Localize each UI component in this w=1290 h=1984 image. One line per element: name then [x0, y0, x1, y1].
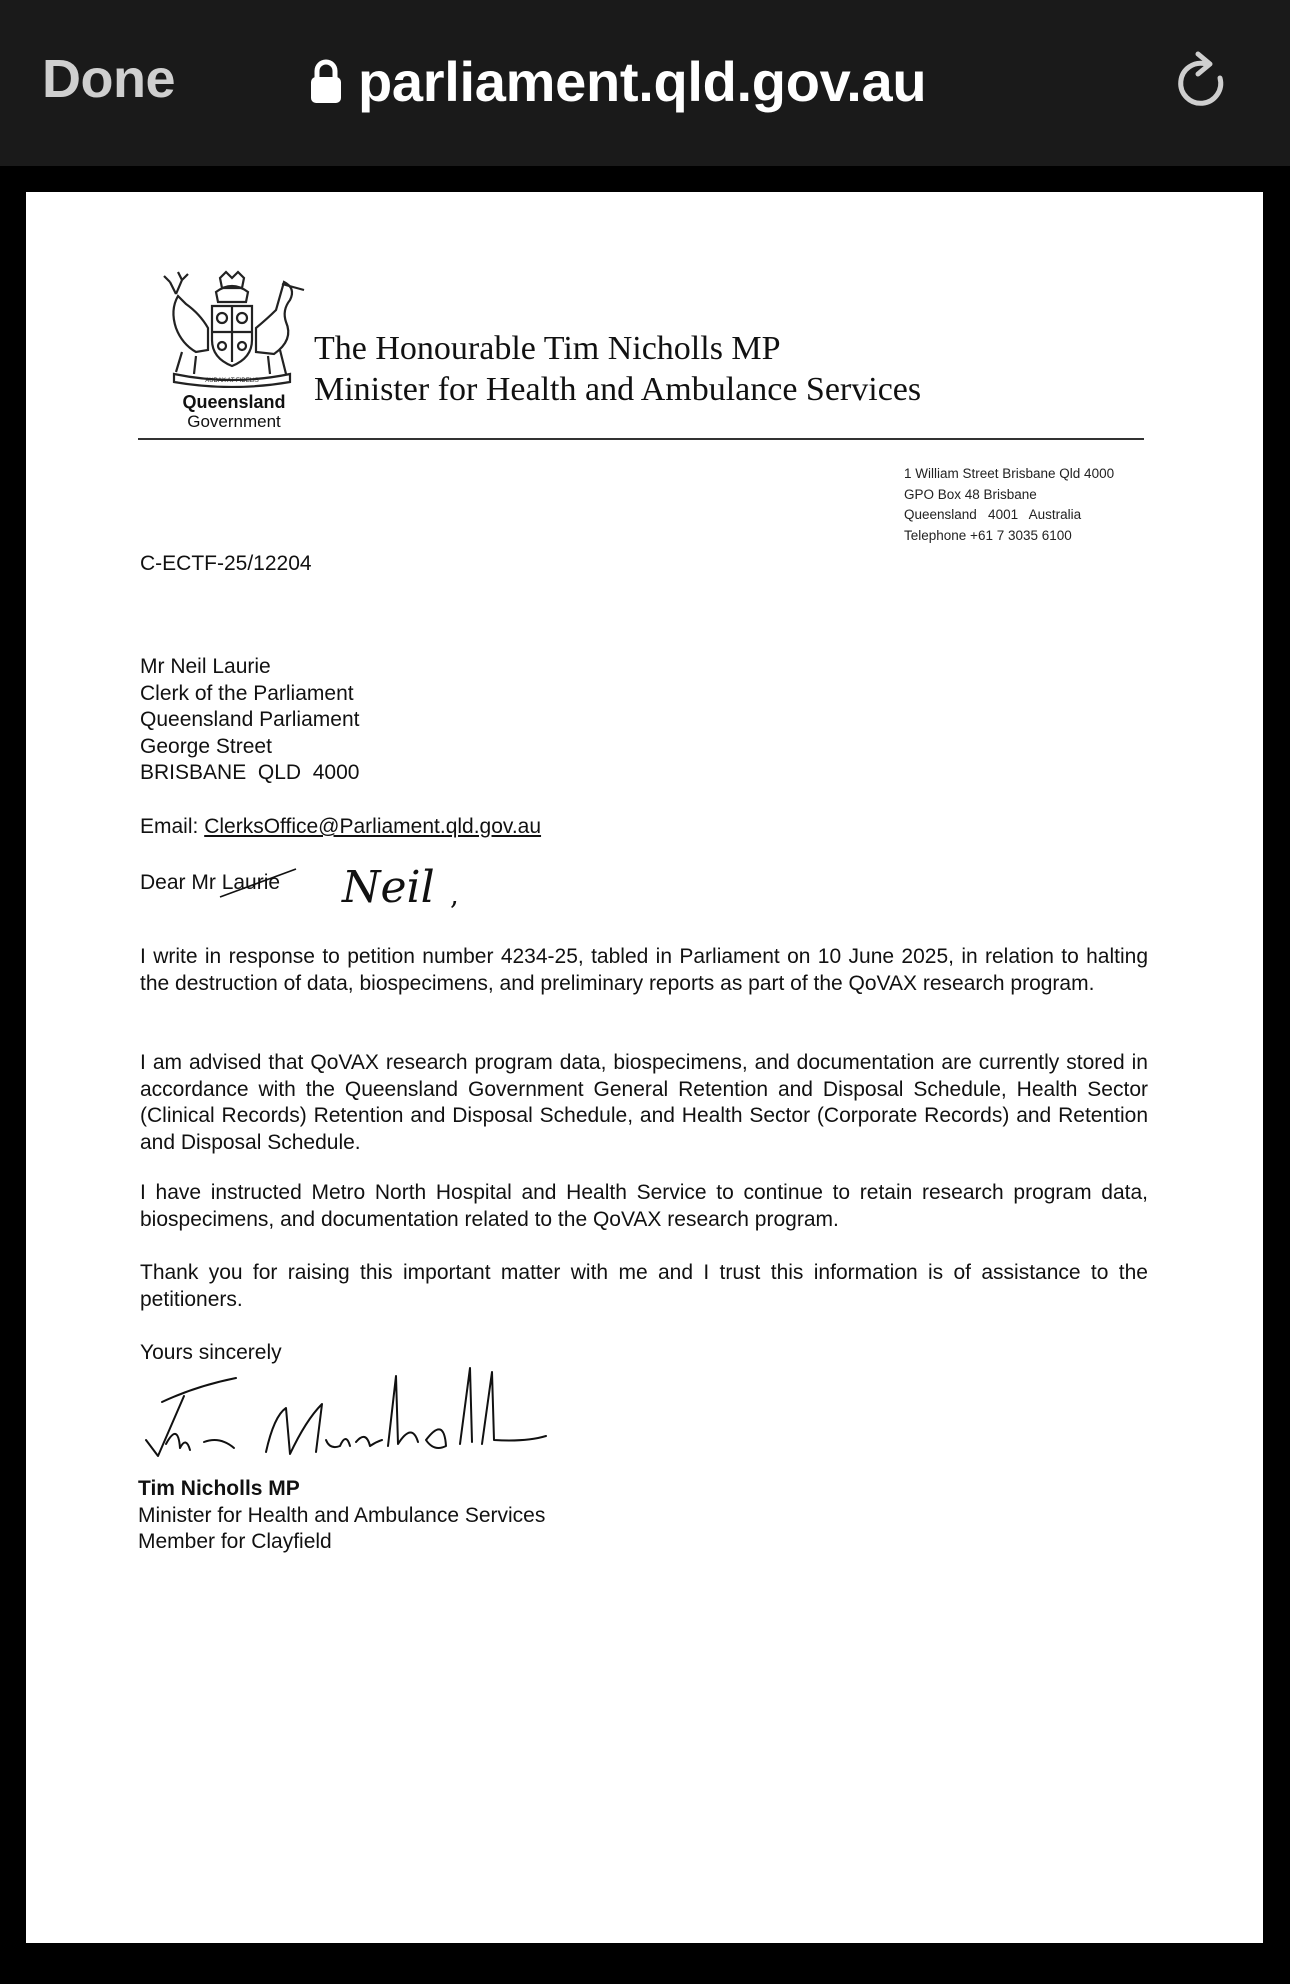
letter-paragraph: I am advised that QoVAX research program data, biospecimens, and documentation are currently stored in accordance with the Queensland Government General Retention and Disposal Schedule, Health Sector (Clinical Records) Retention and Disposal Schedule, and Health Sector (Corporate Records) and Retention and Disposal Schedule.: [140, 1051, 1148, 1154]
minister-title: Minister for Health and Ambulance Services: [314, 371, 922, 408]
recipient-address: [140, 654, 359, 787]
url-text: parliament.qld.gov.au: [358, 49, 927, 113]
signer-title: Minister for Health and Ambulance Services: [138, 1503, 546, 1527]
recipient-line: BRISBANE QLD 4000: [140, 761, 360, 784]
svg-text:AUDAX AT FIDELIS: AUDAX AT FIDELIS: [205, 378, 259, 384]
done-button[interactable]: Done: [42, 49, 175, 109]
office-address: [904, 464, 1114, 546]
svg-text:Neil: Neil: [342, 862, 435, 913]
strikethrough-mark: [218, 865, 298, 905]
letter-paragraph: I have instructed Metro North Hospital and Health Service to continue to retain research program data, biospecimens, and documentation related to the QoVAX research program.: [140, 1181, 1148, 1231]
signer-name: Tim Nicholls MP: [138, 1477, 300, 1500]
reload-icon[interactable]: [1176, 50, 1236, 116]
recipient-line: George Street: [140, 734, 272, 758]
logo-subtitle: Government: [187, 412, 281, 431]
signer-block: [138, 1476, 545, 1556]
letter-paragraph: I write in response to petition number 4234-25, tabled in Parliament on 10 June 2025, in relation to halting the destruction of data, biospecimens, and preliminary reports as part of the QoVAX research program.: [140, 945, 1148, 995]
email-label: Email:: [140, 815, 205, 838]
address-line: Telephone +61 7 3035 6100: [904, 527, 1072, 543]
svg-text:,: ,: [450, 878, 459, 911]
handwritten-salutation: [338, 852, 478, 916]
signer-electorate: Member for Clayfield: [138, 1530, 332, 1553]
document-page[interactable]: [26, 192, 1263, 1943]
recipient-line: Queensland Parliament: [140, 708, 360, 731]
email-link[interactable]: ClerksOffice@Parliament.qld.gov.au: [204, 815, 542, 838]
address-line: Queensland 4001 Australia: [904, 507, 1082, 522]
signature: [126, 1356, 646, 1476]
address-line: 1 William Street Brisbane Qld 4000: [904, 466, 1115, 481]
closing: Yours sincerely: [140, 1341, 282, 1364]
url-bar[interactable]: [310, 46, 926, 116]
logo-name: Queensland: [182, 392, 286, 412]
lock-icon: [310, 58, 342, 104]
header-divider: [138, 438, 1144, 440]
salutation-prefix: Dear Mr: [140, 871, 222, 894]
coat-of-arms-icon: [156, 270, 308, 388]
address-line: GPO Box 48 Brisbane: [904, 486, 1037, 502]
salutation-struck-name: Laurie: [222, 871, 280, 894]
email-line: [140, 814, 541, 841]
recipient-line: Clerk of the Parliament: [140, 681, 354, 705]
salutation: [140, 870, 280, 896]
browser-toolbar: [0, 0, 1290, 166]
minister-name: The Honourable Tim Nicholls MP: [314, 330, 781, 367]
letter-paragraph: Thank you for raising this important matter with me and I trust this information is of assistance to the petitioners.: [140, 1261, 1148, 1311]
letter: [26, 192, 1263, 1943]
reference-number: C-ECTF-25/12204: [140, 552, 312, 575]
recipient-line: Mr Neil Laurie: [140, 655, 271, 678]
